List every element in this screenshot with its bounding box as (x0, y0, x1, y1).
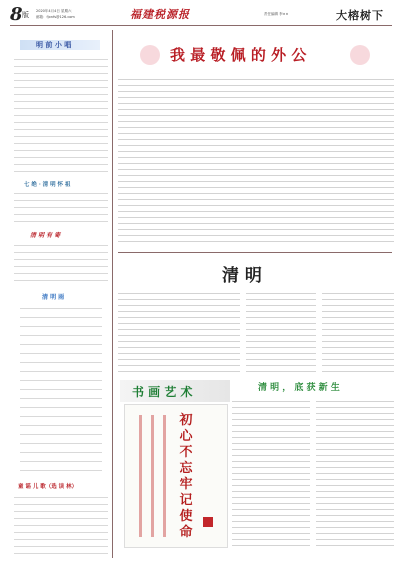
main-title-banner (120, 40, 390, 70)
sidebar-divider (112, 30, 113, 558)
calligraphy-char-2: 心 (179, 429, 193, 444)
main-article-body (118, 76, 394, 246)
calligraphy-char-7: 使 (179, 509, 193, 524)
poem2-title: 七 绝 · 清 明 怀 祖 (24, 182, 71, 188)
date-line: 2020年4月4日 星期六 (36, 9, 72, 13)
calligraphy-char-3: 不 (179, 445, 193, 460)
poem5-body (14, 494, 108, 558)
bottom-article-body-left (232, 398, 310, 548)
calligraphy-artwork (124, 404, 228, 548)
poem3-heading: 清 明 有 寄 (30, 232, 61, 239)
calligraphy-char-4: 忘 (179, 461, 193, 476)
main-article-title: 我 最 敬 佩 的 外 公 (170, 46, 307, 64)
email-line: 邮箱：fjxnfs@126.com (36, 15, 75, 19)
page-suffix: 版 (22, 11, 29, 19)
poem1-body (14, 56, 108, 176)
poem2-body (14, 190, 108, 228)
poem4-body (20, 304, 102, 476)
calligraphy-section-banner (120, 380, 230, 402)
qingming-body-left (118, 290, 240, 372)
sidebar (14, 30, 108, 560)
bottom-article-title: 清 明 ， 底 获 新 生 (258, 383, 340, 393)
editor-line: 责任编辑 李×× (264, 12, 289, 16)
bottom-article-body-right (316, 398, 394, 548)
calligraphy-char-6: 记 (179, 493, 193, 508)
calligraphy-seal (203, 517, 213, 527)
calligraphy-char-5: 牢 (179, 477, 193, 492)
poem5-title: 童 谣 儿 歌（选 读 林） (18, 484, 78, 490)
calligraphy-section-title: 书 画 艺 术 (132, 385, 193, 399)
calligraphy-char-8: 命 (179, 525, 193, 540)
qingming-title: 清 明 (222, 266, 262, 286)
masthead: 福建税源报 (130, 8, 190, 21)
qingming-body-right (322, 290, 394, 372)
qingming-body-mid (246, 290, 316, 372)
section-divider-1 (118, 252, 392, 253)
page-number: 8 (10, 4, 23, 25)
calligraphy-script-left (135, 415, 171, 537)
section-name: 大榕树下 (336, 9, 384, 22)
header-rule (10, 25, 392, 26)
poem3-body (14, 242, 108, 286)
calligraphy-char-1: 初 (179, 413, 193, 428)
poem4-title: 清 明 雨 (42, 294, 65, 301)
poem1-title: 明 前 小 唱 (36, 40, 72, 49)
